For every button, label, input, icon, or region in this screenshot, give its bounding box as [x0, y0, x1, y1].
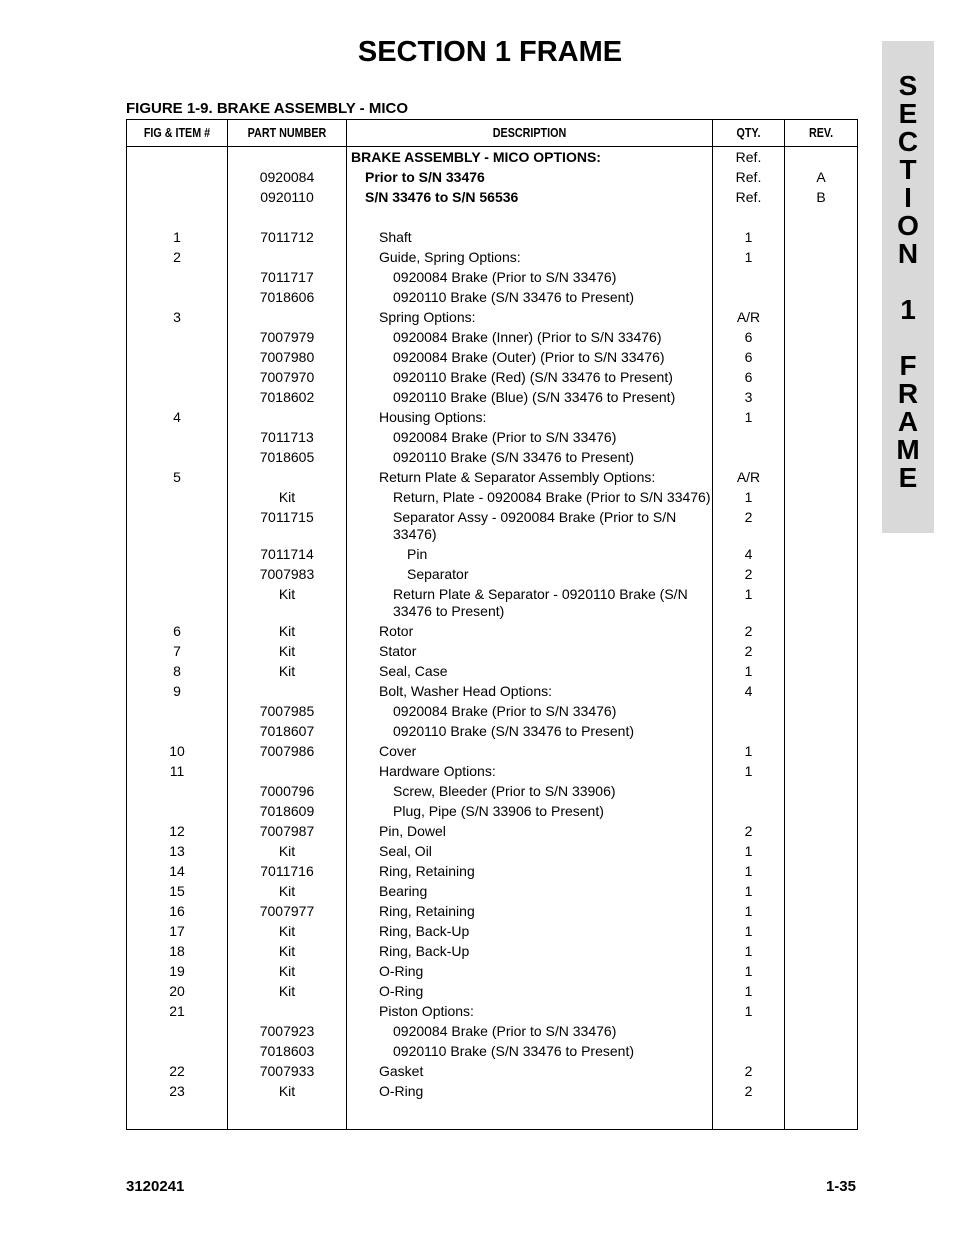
cell-fig-item: 23 [169, 1083, 185, 1099]
cell-qty: 3 [744, 389, 753, 405]
table-row [127, 761, 857, 781]
cell-part-number: 7007979 [259, 329, 315, 345]
cell-part-number: 7007983 [259, 566, 315, 582]
table-row [127, 781, 857, 801]
cell-description: Ring, Back-Up [379, 923, 470, 939]
cell-fig-item: 19 [169, 963, 185, 979]
cell-part-number: 7018602 [259, 389, 315, 405]
cell-fig-item: 18 [169, 943, 185, 959]
cell-description: 0920084 Brake (Prior to S/N 33476) [393, 429, 617, 445]
cell-description: Housing Options: [379, 409, 487, 425]
table-row [127, 387, 857, 407]
table-row [127, 427, 857, 447]
cell-part-number: Kit [278, 489, 296, 505]
header-qty: QTY. [736, 126, 761, 140]
cell-part-number: 0920110 [260, 189, 314, 205]
cell-description: O-Ring [379, 963, 424, 979]
cell-qty: 2 [744, 823, 753, 839]
side-tab-letter: I [904, 182, 912, 213]
table-row [127, 147, 857, 167]
table-row [127, 1081, 857, 1101]
cell-description: Bolt, Washer Head Options: [379, 683, 553, 699]
cell-part-number: Kit [278, 843, 296, 859]
cell-description: Plug, Pipe (S/N 33906 to Present) [393, 803, 604, 819]
cell-description: Return, Plate - 0920084 Brake (Prior to S/N 33476) [393, 489, 711, 505]
side-tab-letter: E [898, 462, 918, 493]
cell-part-number: 7007977 [259, 903, 315, 919]
table-row [127, 821, 857, 841]
cell-part-number: 7018606 [259, 289, 315, 305]
header-part-number: PART NUMBER [247, 126, 327, 140]
cell-qty: 2 [744, 509, 753, 525]
cell-qty: Ref. [735, 189, 762, 205]
cell-description: Ring, Back-Up [379, 943, 470, 959]
table-row [127, 407, 857, 427]
cell-qty: 1 [744, 883, 753, 899]
cell-fig-item: 15 [169, 883, 185, 899]
table-row [127, 961, 857, 981]
cell-part-number: 7007980 [259, 349, 315, 365]
cell-qty: A/R [736, 309, 761, 325]
cell-fig-item: 12 [169, 823, 185, 839]
side-tab-letter: T [899, 154, 917, 185]
cell-qty: Ref. [735, 169, 762, 185]
table-row [127, 661, 857, 681]
cell-qty: 1 [744, 903, 753, 919]
cell-description: Screw, Bleeder (Prior to S/N 33906) [393, 783, 616, 799]
cell-fig-item: 9 [173, 683, 181, 699]
table-row [127, 1041, 857, 1061]
cell-rev: A [816, 169, 826, 185]
cell-description: Shaft [379, 229, 412, 245]
side-tab-letter: R [897, 378, 919, 409]
cell-part-number: Kit [278, 1083, 296, 1099]
cell-description: Ring, Retaining [379, 863, 475, 879]
table-row [127, 307, 857, 327]
cell-description: Stator [379, 643, 417, 659]
header-description: DESCRIPTION [492, 126, 567, 140]
table-row [127, 841, 857, 861]
cell-description: 0920110 Brake (S/N 33476 to Present) [393, 723, 635, 739]
cell-part-number: 7011715 [260, 509, 314, 525]
cell-description: Gasket [379, 1063, 424, 1079]
cell-fig-item: 10 [169, 743, 185, 759]
cell-part-number: 7007923 [259, 1023, 315, 1039]
cell-description: Separator [407, 566, 469, 582]
side-tab-letter: 1 [900, 294, 916, 325]
cell-part-number: Kit [278, 586, 296, 602]
cell-description: 0920084 Brake (Outer) (Prior to S/N 33476) [393, 349, 665, 365]
cell-fig-item: 1 [173, 229, 181, 245]
cell-description: 0920084 Brake (Inner) (Prior to S/N 33476) [393, 329, 662, 345]
cell-description: Pin [407, 546, 428, 562]
cell-fig-item: 11 [169, 763, 185, 779]
table-row [127, 921, 857, 941]
cell-part-number: Kit [278, 883, 296, 899]
cell-part-number: 7011712 [260, 229, 314, 245]
cell-description: O-Ring [379, 1083, 424, 1099]
header-rev: REV. [808, 126, 834, 140]
cell-part-number: Kit [278, 983, 296, 999]
cell-fig-item: 5 [173, 469, 181, 485]
cell-qty: 1 [744, 586, 753, 602]
cell-qty: 1 [744, 863, 753, 879]
cell-part-number: Kit [278, 963, 296, 979]
table-row [127, 227, 857, 247]
cell-description: 0920110 Brake (Red) (S/N 33476 to Present) [393, 369, 673, 385]
cell-part-number: Kit [278, 643, 296, 659]
table-body [127, 147, 857, 1101]
cell-qty: 6 [744, 329, 753, 345]
cell-qty: 1 [744, 229, 753, 245]
cell-part-number: 7007986 [259, 743, 315, 759]
table-row [127, 1001, 857, 1021]
cell-description: Guide, Spring Options: [379, 249, 521, 265]
cell-description: Return Plate & Separator - 0920110 Brake (S/N 33476 to Present) [393, 586, 688, 619]
cell-qty: A/R [736, 469, 761, 485]
cell-fig-item: 2 [173, 249, 181, 265]
cell-description: Prior to S/N 33476 [365, 169, 485, 185]
cell-qty: 1 [744, 983, 753, 999]
cell-part-number: Kit [278, 923, 296, 939]
side-tab-letter: A [897, 406, 919, 437]
cell-description: Piston Options: [379, 1003, 474, 1019]
cell-description: 0920110 Brake (S/N 33476 to Present) [393, 289, 635, 305]
cell-part-number: Kit [278, 943, 296, 959]
cell-part-number: 7018605 [259, 449, 315, 465]
table-row [127, 507, 857, 544]
cell-description [351, 209, 711, 226]
table-row [127, 467, 857, 487]
table-row [127, 187, 857, 207]
parts-table [126, 119, 858, 1130]
cell-fig-item: 4 [173, 409, 181, 425]
cell-part-number: 7018603 [259, 1043, 315, 1059]
cell-description: Ring, Retaining [379, 903, 475, 919]
cell-qty: 2 [744, 643, 753, 659]
side-tab-letter: C [897, 126, 919, 157]
document-number: 3120241 [126, 1178, 185, 1195]
table-row [127, 641, 857, 661]
cell-part-number: 7011714 [260, 546, 314, 562]
cell-part-number: 7007970 [259, 369, 315, 385]
cell-fig-item: 3 [173, 309, 181, 325]
cell-part-number: 7007987 [259, 823, 315, 839]
cell-description: 0920110 Brake (S/N 33476 to Present) [393, 1043, 635, 1059]
cell-description: O-Ring [379, 983, 424, 999]
side-tab-letter: M [896, 434, 920, 465]
cell-part-number: 7011716 [260, 863, 314, 879]
cell-description: Separator Assy - 0920084 Brake (Prior to S/N 33476) [393, 509, 677, 542]
section-side-tab [882, 41, 934, 533]
cell-description: Rotor [379, 623, 414, 639]
cell-part-number: 0920084 [259, 169, 315, 185]
table-row [127, 544, 857, 564]
cell-description: Seal, Oil [379, 843, 432, 859]
cell-qty: 1 [744, 743, 753, 759]
cell-qty: 2 [744, 1063, 753, 1079]
page-number: 1-35 [825, 1178, 856, 1195]
cell-fig-item: 20 [169, 983, 185, 999]
cell-description: 0920084 Brake (Prior to S/N 33476) [393, 1023, 617, 1039]
table-row [127, 621, 857, 641]
cell-rev: B [816, 189, 826, 205]
cell-qty: 1 [744, 249, 753, 265]
cell-description: Bearing [379, 883, 428, 899]
page-title: SECTION 1 FRAME [357, 36, 623, 68]
table-row [127, 327, 857, 347]
side-tab-letter: E [898, 98, 918, 129]
table-row [127, 247, 857, 267]
cell-part-number: 7018607 [259, 723, 315, 739]
cell-fig-item: 6 [173, 623, 181, 639]
cell-fig-item: 8 [173, 663, 181, 679]
cell-qty: 4 [744, 546, 753, 562]
cell-part-number: 7011713 [260, 429, 314, 445]
table-row [127, 1021, 857, 1041]
header-fig-item: FIG & ITEM # [143, 126, 211, 140]
cell-fig-item: 17 [169, 923, 185, 939]
table-row [127, 881, 857, 901]
cell-qty: 1 [744, 663, 753, 679]
side-tab-letter: N [897, 238, 919, 269]
cell-description: 0920110 Brake (S/N 33476 to Present) [393, 449, 635, 465]
table-row [127, 584, 857, 621]
cell-description: Spring Options: [379, 309, 476, 325]
table-row [127, 941, 857, 961]
figure-title: FIGURE 1-9. BRAKE ASSEMBLY - MICO [126, 100, 408, 117]
cell-fig-item: 21 [169, 1003, 185, 1019]
cell-description: 0920110 Brake (Blue) (S/N 33476 to Present) [393, 389, 676, 405]
cell-qty: 2 [744, 1083, 753, 1099]
cell-qty: 6 [744, 349, 753, 365]
cell-fig-item: 16 [169, 903, 185, 919]
table-row [127, 721, 857, 741]
cell-fig-item: 13 [169, 843, 185, 859]
cell-qty: 4 [744, 683, 753, 699]
cell-description: S/N 33476 to S/N 56536 [365, 189, 519, 205]
table-row [127, 447, 857, 467]
table-row [127, 1061, 857, 1081]
cell-fig-item: 22 [169, 1063, 185, 1079]
table-row [127, 861, 857, 881]
table-row [127, 207, 857, 227]
cell-description: Cover [379, 743, 417, 759]
cell-qty: 1 [744, 409, 753, 425]
table-row [127, 564, 857, 584]
table-row [127, 981, 857, 1001]
cell-description: Return Plate & Separator Assembly Options: [379, 469, 656, 485]
table-row [127, 347, 857, 367]
table-row [127, 801, 857, 821]
cell-qty: 1 [744, 943, 753, 959]
cell-description: Seal, Case [379, 663, 448, 679]
cell-qty: 1 [744, 1003, 753, 1019]
table-row [127, 487, 857, 507]
cell-description: BRAKE ASSEMBLY - MICO OPTIONS: [351, 149, 601, 165]
cell-qty: 1 [744, 923, 753, 939]
cell-qty: 1 [744, 963, 753, 979]
cell-qty: 2 [744, 566, 753, 582]
cell-part-number: Kit [278, 663, 296, 679]
table-header [127, 120, 857, 147]
cell-part-number: 7011717 [260, 269, 314, 285]
cell-qty: 6 [744, 369, 753, 385]
table-row [127, 701, 857, 721]
table-row [127, 287, 857, 307]
cell-description: 0920084 Brake (Prior to S/N 33476) [393, 703, 617, 719]
table-row [127, 267, 857, 287]
table-row [127, 741, 857, 761]
table-row [127, 167, 857, 187]
cell-part-number: 7000796 [259, 783, 315, 799]
cell-part-number: 7007985 [259, 703, 315, 719]
cell-qty: 1 [744, 489, 753, 505]
side-tab-letter: F [899, 350, 917, 381]
cell-description: 0920084 Brake (Prior to S/N 33476) [393, 269, 617, 285]
side-tab-letter: S [898, 70, 918, 101]
cell-part-number: Kit [278, 623, 296, 639]
cell-fig-item: 14 [169, 863, 185, 879]
cell-description: Pin, Dowel [379, 823, 446, 839]
cell-qty: 2 [744, 623, 753, 639]
cell-fig-item: 7 [173, 643, 181, 659]
side-tab-letter: O [897, 210, 919, 241]
table-row [127, 681, 857, 701]
table-row [127, 367, 857, 387]
table-row [127, 901, 857, 921]
cell-qty: 1 [744, 763, 753, 779]
cell-part-number: 7018609 [259, 803, 315, 819]
cell-part-number: 7007933 [259, 1063, 315, 1079]
cell-qty: Ref. [735, 149, 762, 165]
cell-description: Hardware Options: [379, 763, 496, 779]
cell-qty: 1 [744, 843, 753, 859]
